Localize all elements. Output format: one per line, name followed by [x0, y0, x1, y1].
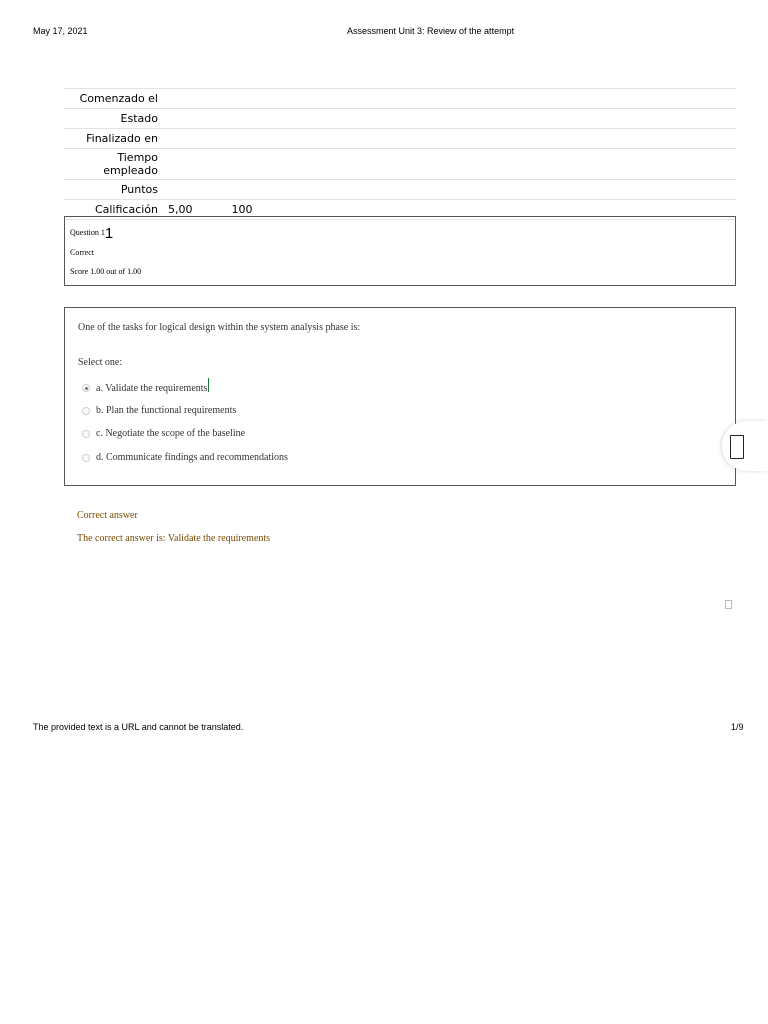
radio-icon[interactable]	[82, 407, 90, 415]
question-content-box	[64, 307, 736, 486]
summary-label: Estado	[120, 112, 158, 125]
radio-icon[interactable]	[82, 454, 90, 462]
summary-row-finished	[64, 129, 736, 149]
summary-label: Puntos	[120, 183, 158, 196]
option-label: d. Communicate findings and recommendations	[96, 452, 288, 463]
question-label-line	[70, 222, 114, 242]
option-label: b. Plan the functional requirements	[96, 405, 237, 416]
page-number: 1/9	[731, 722, 744, 732]
select-prompt: Select one:	[78, 357, 123, 368]
attempt-summary-table	[64, 88, 736, 220]
print-date: May 17, 2021	[33, 26, 88, 36]
summary-label: Calificación	[94, 203, 158, 216]
question-info-box	[64, 216, 736, 286]
summary-label: Finalizado en	[86, 132, 158, 145]
text-cursor-icon	[208, 378, 209, 392]
print-title: Assessment Unit 3: Review of the attempt	[347, 26, 515, 36]
summary-row-time-taken	[64, 149, 736, 180]
option-label: c. Negotiate the scope of the baseline	[96, 428, 246, 439]
summary-label: Comenzado el	[79, 92, 158, 105]
feedback-status: Correct answer	[77, 510, 138, 521]
correct-answer-text: The correct answer is: Validate the requirements	[77, 533, 271, 544]
question-label: Question 1	[70, 228, 105, 237]
question-number: 1	[104, 225, 114, 242]
question-grade: Score 1.00 out of 1.00	[70, 267, 142, 276]
placeholder-box-icon	[725, 600, 732, 609]
side-drawer-button[interactable]	[722, 421, 768, 471]
answer-option-a[interactable]	[82, 381, 209, 395]
summary-row-state	[64, 109, 736, 129]
grade-max: 100	[231, 203, 253, 216]
summary-row-points	[64, 180, 736, 200]
answer-option-c[interactable]	[82, 428, 245, 439]
radio-selected-icon[interactable]	[82, 384, 90, 392]
question-state: Correct	[70, 248, 94, 257]
option-label: a. Validate the requirements	[96, 382, 208, 394]
panel-icon	[730, 435, 744, 459]
answer-option-d[interactable]	[82, 452, 288, 463]
grade-value: 5,00	[168, 203, 193, 216]
radio-icon[interactable]	[82, 430, 90, 438]
question-text: One of the tasks for logical design within the system analysis phase is:	[78, 322, 361, 333]
summary-label: Tiempo empleado	[103, 151, 158, 177]
answer-option-b[interactable]	[82, 405, 236, 416]
summary-row-started	[64, 89, 736, 109]
footer-url-text: The provided text is a URL and cannot be translated.	[33, 722, 244, 732]
